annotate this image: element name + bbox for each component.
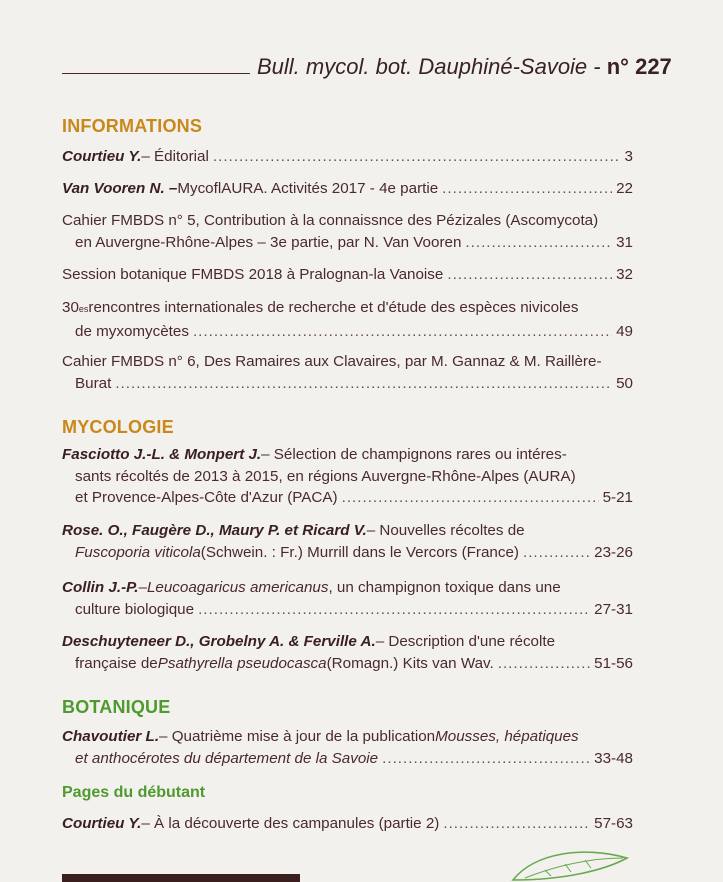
entry-title-cont: française de [75,654,158,672]
publication-title-cont: et anthocérotes du département de la Savoie [75,749,379,767]
entry-title: – Description d'une récolte [375,633,556,650]
leader-dots [213,146,621,168]
entry-title: – À la découverte des campanules (partie 2) [141,815,440,832]
section-botanique: BOTANIQUE [62,697,171,717]
species-name: Leucoagaricus americanus [146,579,329,596]
page-number: 3 [624,148,633,165]
ordinal: 30 [62,299,79,316]
entry-title: rencontres internationales de recherche et d'étude des espèces nivicoles [88,299,579,316]
leader-dots [442,178,612,200]
entry-author: Courtieu Y. [62,815,142,832]
entry-title-cont: sants récoltés de 2013 à 2015, en régions Auvergne-Rhône-Alpes (AURA) [75,467,576,485]
species-name: Psathyrella pseudocasca [157,654,327,672]
toc-entry[interactable] [62,520,633,563]
page-number: 49 [616,322,633,340]
entry-title: – Sélection de champignons rares ou intéres- [261,446,567,463]
leader-dots [498,653,590,675]
entry-author: Rose. O., Faugère D., Maury P. et Ricard V. [62,522,367,539]
page-number: 57-63 [594,815,633,832]
toc-entry[interactable] [62,351,633,394]
entry-title-cont: en Auvergne-Rhône-Alpes – 3e partie, par N. Van Vooren [75,233,462,251]
section-debutant: Pages du débutant [62,784,206,801]
toc-entry[interactable] [62,210,633,253]
footer-bar [62,874,300,882]
ordinal-suffix: es [78,304,89,314]
entry-title-cont: culture biologique [75,600,195,618]
entry-author: Collin J.-P. [62,579,139,596]
entry-author: Courtieu Y. [62,148,142,165]
toc-entry[interactable] [62,631,633,674]
toc-entry[interactable] [62,813,633,835]
toc-entry[interactable] [62,297,633,342]
leader-dots [443,813,590,835]
toc-entry[interactable] [62,178,633,200]
section-informations: INFORMATIONS [62,116,203,136]
page-number: 27-31 [594,600,633,618]
entry-author: Van Vooren N. – [62,180,178,197]
leader-dots [193,321,612,343]
leader-dots [465,232,612,254]
entry-title-cont: (Romagn.) Kits van Wav. [326,654,494,672]
page-number: 50 [616,374,633,392]
header-rule [62,73,250,74]
leader-dots [447,264,612,286]
species-name: Fuscoporia viticola [75,543,201,561]
journal-header [257,54,672,80]
entry-author: Fasciotto J.-L. & Monpert J. [62,446,262,463]
page-number: 22 [616,180,633,197]
publication-title: Mousses, hépatiques [435,728,579,745]
section-mycologie: MYCOLOGIE [62,417,174,437]
entry-title: Session botanique FMBDS 2018 à Pralognan-la Vanoise [62,266,444,283]
toc-entry[interactable] [62,726,633,769]
dash: – [138,579,147,596]
leaf-ornament-icon [505,846,635,882]
entry-title: Cahier FMBDS n° 5, Contribution à la connaissnce des Pézizales (Ascomycota) [62,212,599,229]
issue-number: n° 227 [606,54,672,79]
entry-title: , un champignon toxique dans une [328,579,561,596]
header-separator: - [587,54,607,79]
entry-title: – Quatrième mise à jour de la publication [159,728,436,745]
entry-title: Cahier FMBDS n° 6, Des Ramaires aux Clavaires, par M. Gannaz & M. Raillère- [62,353,602,370]
page-number: 51-56 [594,654,633,672]
leader-dots [115,373,612,395]
entry-author: Chavoutier L. [62,728,160,745]
entry-title-cont: Burat [75,374,112,392]
page-number: 31 [616,233,633,251]
leader-dots [198,599,590,621]
entry-title-cont: et Provence-Alpes-Côte d'Azur (PACA) [75,489,338,506]
entry-title: – Éditorial [141,148,209,165]
toc-entry[interactable] [62,577,633,620]
toc-entry[interactable] [62,444,633,509]
entry-title: MycoflAURA. Activités 2017 - 4e partie [177,180,439,197]
journal-title: Bull. mycol. bot. Dauphiné-Savoie [257,54,588,79]
page-number: 23-26 [594,543,633,561]
page-number: 33-48 [594,749,633,767]
entry-title-cont: (Schwein. : Fr.) Murrill dans le Vercors (France) [200,543,519,561]
leader-dots [382,748,590,770]
entry-title-cont: de myxomycètes [75,322,189,340]
leader-dots [342,487,599,509]
entry-author: Deschuyteneer D., Grobelny A. & Ferville A. [62,633,376,650]
toc-entry[interactable] [62,146,633,168]
page-number: 5-21 [602,489,633,506]
leader-dots [523,542,590,564]
page-number: 32 [616,266,633,283]
toc-entry[interactable] [62,264,633,286]
entry-title: – Nouvelles récoltes de [366,522,525,539]
